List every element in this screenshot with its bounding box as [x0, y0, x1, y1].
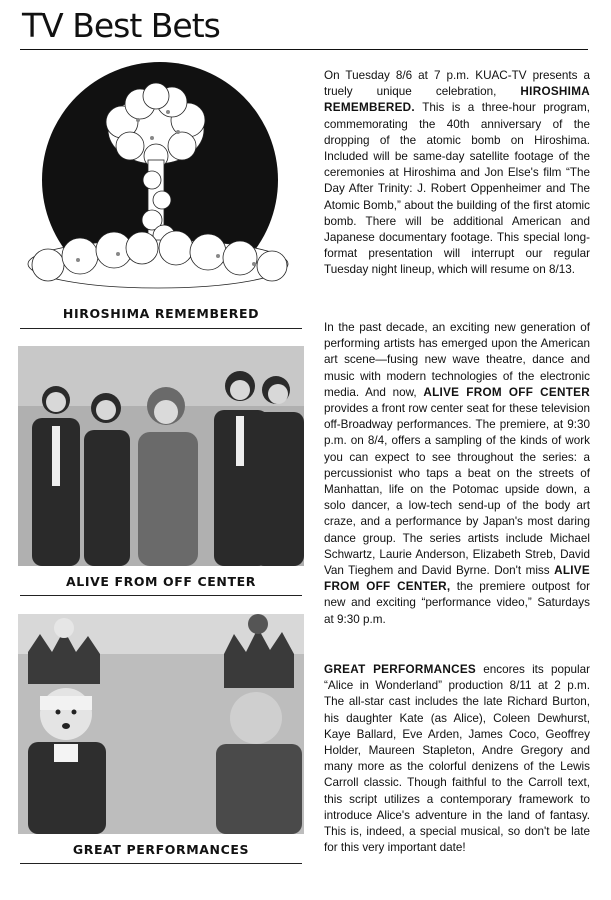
article-hiroshima: On Tuesday 8/6 at 7 p.m. KUAC-TV presents a truely unique celebration, HIROSHIMA REMEMBERED. This is a three-hour program, commemorating the 40th anniversary of the dropping of the atomic bomb on Hiroshima. Included will be same-day satellite footage of the ceremonies at Hiroshima and Jon Else's film “The Day After Trinity: J. Robert Oppenheimer and The Atomic Bomb,” about the building of the first atomic bomb. There will be additional American and Japanese documentary footage. This special long-format presentation will interrupt our regular Tuesday night lineup, which will resume on 8/13.: [324, 69, 590, 277]
mushroom-cloud-icon: [18, 60, 304, 300]
caption-alive-from-off-center: ALIVE FROM OFF CENTER: [66, 574, 256, 589]
caption-rule: [20, 595, 302, 596]
caption-great-performances: GREAT PERFORMANCES: [72, 842, 250, 857]
caption-rule: [20, 328, 302, 329]
caption-hiroshima: HIROSHIMA REMEMBERED: [62, 306, 260, 321]
article-alive-from-off-center: In the past decade, an exciting new generation of performing artists has emerged upon the American art scene—fusing new wave theatre, dance and music with modern technologies of the electronic media. And now, ALIVE FROM OFF CENTER provides a front row center seat for these television off-Broadway performances. The premiere, at 9:30 p.m. on 8/4, offers a sampling of the kinds of work you can expect to see throughout the series: a percussionist who taps a beat on the streets of Manhattan, life on the Potomac upside down, a solo dancer, a low-tech send-up of the body art craze, and a performance by Japan's most daring dance group. The series artists include Michael Schwartz, Laurie Anderson, Elizabeth Streb, David Van Tieghem and David Byrne. Don't miss ALIVE FROM OFF CENTER, the premiere outpost for new and exciting “performance video,” Saturdays at 9:30 p.m.: [324, 321, 590, 626]
hiroshima-illustration: [18, 60, 304, 328]
page-title: TV Best Bets: [22, 6, 220, 45]
caption-rule: [20, 863, 302, 864]
alive-from-off-center-photo: [18, 346, 304, 566]
title-rule: [20, 49, 588, 50]
article-great-performances: GREAT PERFORMANCES encores its popular “Alice in Wonderland” production 8/11 at 2 p.m. The all-star cast includes the late Richard Burton, his daughter Kate (as Alice), Coleen Dewhurst, Kaye Ballard, Eve Arden, James Coco, Geoffrey Holder, Maureen Stapleton, Andre Gregory and many more as the colorful denizens of the Lewis Carroll classic. Though faithful to the Carroll text, this script utilizes a contemporary framework to introduce Alice's adventure in the land of fantasy. This is, indeed, a special musical, so don't be late for this very important date!: [324, 663, 590, 855]
great-performances-photo: [18, 614, 304, 834]
